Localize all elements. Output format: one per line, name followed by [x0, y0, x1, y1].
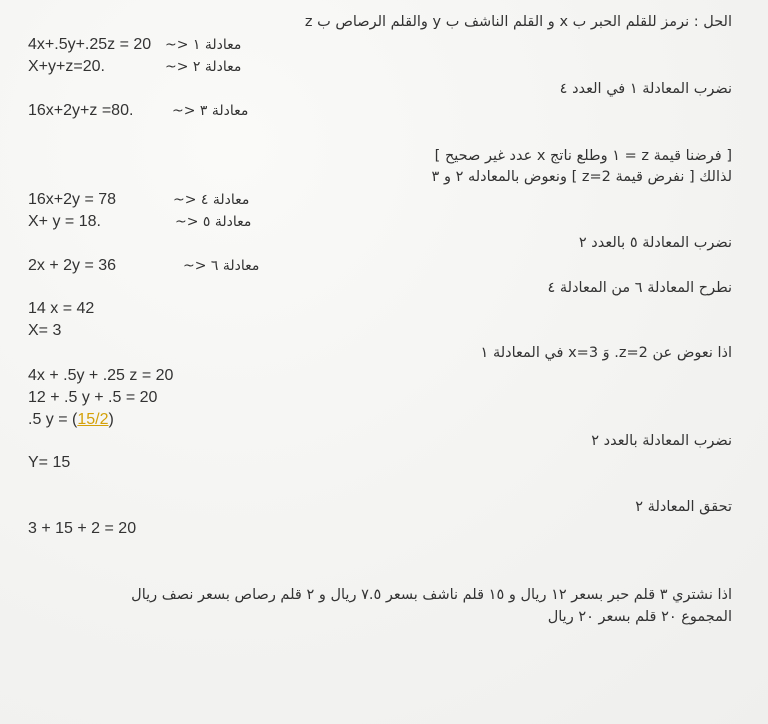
- assumption-note: [ فرضنا قيمة z = ١ وطلع ناتج x عدد غير صحيح ]: [434, 148, 732, 164]
- highlighted-fraction: 15/2: [77, 411, 109, 428]
- conclusion-line-1: اذا نشتري ٣ قلم حبر بسعر ١٢ ريال و ١٥ قلم ناشف بسعر ٧.٥ ريال و ٢ قلم رصاص بسعر نصف ريال: [131, 587, 732, 603]
- equation-7: 14 x = 42: [28, 300, 95, 317]
- equation-2: X+y+z=20.: [28, 58, 105, 75]
- check-equation: 3 + 15 + 2 = 20: [28, 520, 137, 537]
- equation-4-tag: معادلة ٤ <~: [173, 192, 250, 208]
- equation-6: 2x + 2y = 36: [28, 257, 117, 274]
- equation-2-tag: معادلة ٢ <~: [165, 59, 242, 75]
- step-multiply-eq1: نضرب المعادلة ١ في العدد ٤: [559, 81, 732, 97]
- equation-3: 16x+2y+z =80.: [28, 102, 134, 119]
- equation-1: 4x+.5y+.25z = 20: [28, 36, 152, 53]
- equation-4: 16x+2y = 78: [28, 191, 117, 208]
- step-multiply-2: نضرب المعادلة بالعدد ٢: [591, 433, 732, 449]
- equation-5: X+ y = 18.: [28, 213, 101, 230]
- solution-header: الحل : نرمز للقلم الحبر ب x و القلم الناشف ب y والقلم الرصاص ب z: [304, 14, 732, 30]
- substitution-3-prefix: .5 y = (: [28, 411, 78, 428]
- result-x: X= 3: [28, 322, 62, 339]
- substitution-2: 12 + .5 y + .5 = 20: [28, 389, 158, 406]
- conclusion-line-2: المجموع ٢٠ قلم بسعر ٢٠ ريال: [547, 609, 732, 625]
- step-multiply-eq5: نضرب المعادلة ٥ بالعدد ٢: [578, 235, 732, 251]
- step-subtract: نطرح المعادلة ٦ من المعادلة ٤: [547, 280, 732, 296]
- substitution-1: 4x + .5y + .25 z = 20: [28, 367, 174, 384]
- substitution-3: [28, 410, 114, 430]
- equation-5-tag: معادلة ٥ <~: [175, 214, 252, 230]
- substitution-3-suffix: ): [108, 411, 114, 428]
- equation-3-tag: معادلة ٣ <~: [172, 103, 249, 119]
- therefore-note: لذالك [ نفرض قيمة z=2 ] ونعوض بالمعادله ٢ و ٣: [431, 169, 732, 185]
- result-y: Y= 15: [28, 454, 71, 471]
- check-heading: تحقق المعادلة ٢: [635, 499, 732, 515]
- equation-6-tag: معادلة ٦ <~: [183, 258, 260, 274]
- equation-1-tag: معادلة ١ <~: [165, 37, 242, 53]
- step-substitute: اذا نعوض عن z=2. وَ x=3 في المعادلة ١: [480, 345, 732, 361]
